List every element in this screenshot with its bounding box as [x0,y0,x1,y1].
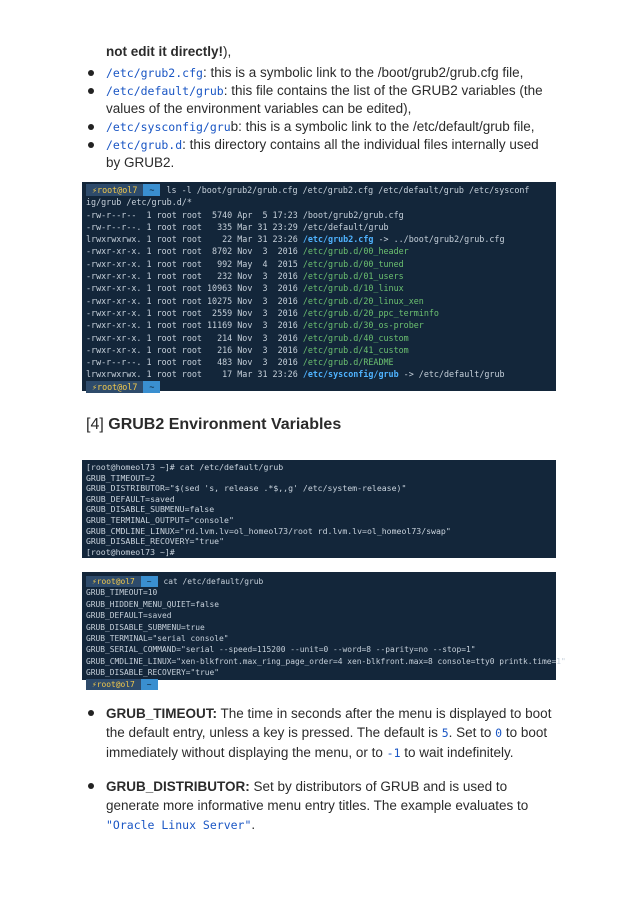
terminal-line: [root@homeol73 ~]# [86,546,175,557]
file-meta: -rwxr-xr-x. 1 root root 232 Nov 3 2016 [86,271,303,282]
terminal-line: GRUB_DISTRIBUTOR="$(sed 's, release .*$,,g' /etc/system-release)" [86,483,407,494]
terminal-line [86,344,552,356]
terminal-line [86,233,552,245]
file-name: /etc/grub.d/00_tuned [302,258,404,269]
prompt-dir: ~ [143,184,160,196]
terminal-cursor: _ [166,381,172,392]
terminal-line: GRUB_DISABLE_RECOVERY="true" [86,536,225,547]
terminal-line: GRUB_DISABLE_SUBMENU=false [86,504,215,515]
file-meta: -rw-r--r--. 1 root root 335 Mar 31 23:29 [86,221,303,232]
terminal-line [86,576,552,587]
bullet-icon [88,70,94,76]
file-name: /etc/grub.d/40_custom [302,332,409,343]
terminal-line [86,679,552,691]
terminal-line [86,356,552,368]
terminal-line: GRUB_CMDLINE_LINUX="xen-blkfront.max_ring_page_order=4 xen-blkfront.max=8 console=tty0 printk.time=1" [86,656,566,666]
terminal-line [86,332,552,344]
file-name: /boot/grub2/grub.cfg [302,209,404,220]
list-item: /etc/grub.d: this directory contains all the individual files internally used by GRUB2. [82,136,552,172]
terminal-line [86,368,552,380]
terminal-line [86,381,552,393]
file-meta: -rwxr-xr-x. 1 root root 8702 Nov 3 2016 [86,246,303,257]
terminal-line: [root@homeol73 ~]# cat /etc/default/grub [86,462,284,472]
file-meta: -rwxr-xr-x. 1 root root 11169 Nov 3 2016 [86,320,303,331]
bullet-icon [88,124,94,130]
terminal-line: GRUB_TERMINAL="serial console" [86,633,229,643]
file-name: /etc/grub.d/30_os-prober [302,320,424,331]
prompt-user: ⚡root@ol7 [86,184,143,196]
terminal-line [86,221,552,233]
file-name: /etc/grub.d/10_linux [302,283,404,294]
terminal-line: GRUB_TERMINAL_OUTPUT="console" [86,514,234,525]
terminal-screenshot-cat-ol7 [82,572,566,689]
terminal-line [86,319,552,331]
list-item: /etc/grub2.cfg: this is a symbolic link to the /boot/grub2/grub.cfg file, [82,64,552,82]
file-meta: -rw-r--r-- 1 root root 5740 Apr 5 17:23 [86,209,303,220]
file-meta: -rw-r--r--. 1 root root 483 Nov 3 2016 [86,357,303,368]
file-name: /etc/grub.d/41_custom [302,344,409,355]
list-item-grub-distributor: GRUB_DISTRIBUTOR: Set by distributors of GRUB and is used to generate more informative menu entry titles. The example evaluates to "Oracle Linux Server". [82,777,552,835]
terminal-line: GRUB_DEFAULT=saved [86,493,175,504]
file-name: /etc/grub.d/20_ppc_terminfo [302,307,439,318]
file-meta: lrwxrwxrwx. 1 root root 17 Mar 31 23:26 [86,369,303,380]
terminal-line: GRUB_CMDLINE_LINUX="rd.lvm.lv=ol_homeol73/root rd.lvm.lv=ol_homeol73/swap" [86,525,451,536]
file-name: /etc/default/grub [302,221,389,232]
terminal-line [86,295,552,307]
terminal-command: ls -l /boot/grub2/grub.cfg /etc/grub2.cfg /etc/default/grub /etc/sysconf [166,185,530,195]
bullet-icon [88,710,94,716]
terminal-command: cat /etc/default/grub [163,577,264,586]
terminal-line: GRUB_DISABLE_SUBMENU=true [86,622,205,632]
prompt-user: ⚡root@ol7 [86,381,143,393]
terminal-line: ig/grub /etc/grub.d/* [86,197,192,208]
terminal-screenshot-ls [82,182,556,391]
terminal-line [86,184,552,196]
terminal-line [86,245,552,257]
list-item-grub-timeout: GRUB_TIMEOUT: The time in seconds after the menu is displayed to boot the default entry, unless a key is pressed. The default is 5. Set to 0 to boot immediately without displaying the menu, or to -1 to wait indefinitely. [82,704,552,763]
file-meta: lrwxrwxrwx. 1 root root 22 Mar 31 23:26 [86,234,303,245]
file-meta: -rwxr-xr-x. 1 root root 214 Nov 3 2016 [86,332,303,343]
prompt-user: ⚡root@ol7 [86,679,141,690]
terminal-line: GRUB_DISABLE_RECOVERY="true" [86,668,220,678]
file-meta: -rwxr-xr-x. 1 root root 992 May 4 2015 [86,258,303,269]
section-heading: [4] GRUB2 Environment Variables [86,416,342,433]
intro-tail: not edit it directly!), [106,44,232,59]
terminal-line: GRUB_TIMEOUT=10 [86,588,158,598]
terminal-line [86,270,552,282]
prompt-dir: ~ [141,576,158,587]
terminal-line [86,209,552,221]
file-name: /etc/grub.d/README [302,357,394,368]
file-name: /etc/grub.d/01_users [302,271,404,282]
terminal-line: GRUB_DEFAULT=saved [86,611,172,621]
file-name: /etc/grub2.cfg [302,234,374,245]
terminal-line: GRUB_HIDDEN_MENU_QUIET=false [86,599,220,609]
bullet-icon [88,88,94,94]
file-meta: -rwxr-xr-x. 1 root root 216 Nov 3 2016 [86,344,303,355]
file-meta: -rwxr-xr-x. 1 root root 10275 Nov 3 2016 [86,295,303,306]
terminal-line [86,307,552,319]
bullet-icon [88,783,94,789]
list-item: /etc/sysconfig/grub: this is a symbolic link to the /etc/default/grub file, [82,118,552,136]
terminal-line [86,258,552,270]
file-list [82,64,552,172]
link-target: -> ../boot/grub2/grub.cfg [373,234,505,245]
link-target: -> /etc/default/grub [398,369,505,380]
bullet-icon [88,142,94,148]
file-name: /etc/sysconfig/grub [302,369,399,380]
variables-list [82,704,552,849]
file-name: /etc/grub.d/20_linux_xen [302,295,424,306]
prompt-user: ⚡root@ol7 [86,576,141,587]
file-meta: -rwxr-xr-x. 1 root root 10963 Nov 3 2016 [86,283,303,294]
file-name: /etc/grub.d/00_header [302,246,409,257]
terminal-line [86,282,552,294]
prompt-dir: ~ [143,381,160,393]
file-meta: -rwxr-xr-x. 1 root root 2559 Nov 3 2016 [86,307,303,318]
terminal-line: GRUB_SERIAL_COMMAND="serial --speed=115200 --unit=0 --word=8 --parity=no --stop=1" [86,645,476,655]
terminal-screenshot-cat-homeol73 [82,460,556,558]
prompt-dir: ~ [141,679,158,690]
list-item: /etc/default/grub: this file contains the list of the GRUB2 variables (the values of the environment variables can be edited), [82,82,552,118]
terminal-line: GRUB_TIMEOUT=2 [86,472,156,483]
